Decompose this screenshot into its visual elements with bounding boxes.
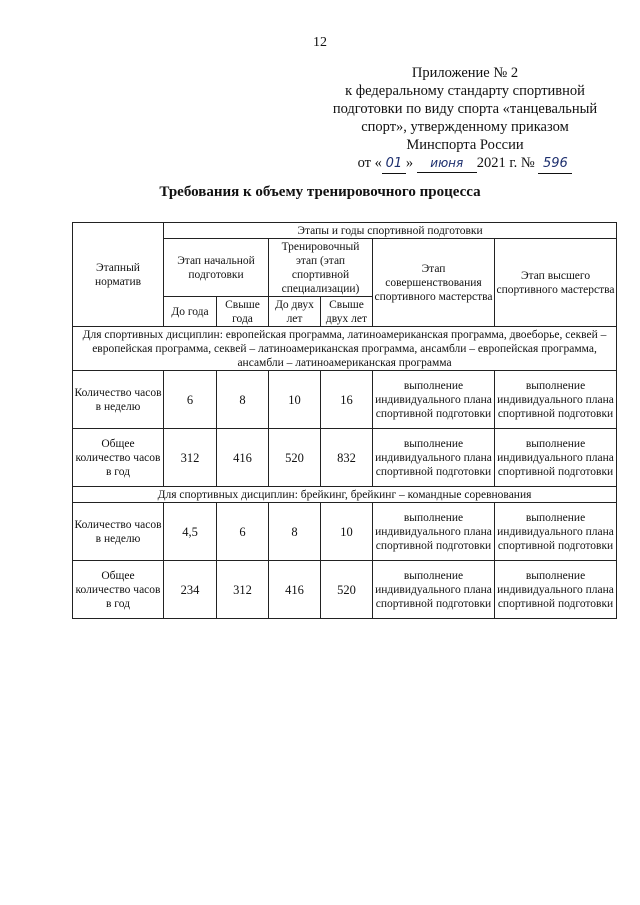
value-training-upto: 8 <box>269 503 321 561</box>
appendix-line: спорт», утвержденному приказом <box>361 119 569 135</box>
appendix-line: подготовки по виду спорта «танцевальный <box>332 101 598 117</box>
requirements-table <box>72 222 617 619</box>
appendix-block <box>300 64 630 174</box>
order-day-handwritten: 01 <box>382 155 406 174</box>
header-stage-highest: Этап высшего спортивного мастерства <box>495 239 617 327</box>
table-row <box>73 503 617 561</box>
value-highest: выполнение индивидуального плана спортивной подготовки <box>495 429 617 487</box>
row-label: Общее количество часов в год <box>73 429 164 487</box>
section-title: Для спортивных дисциплин: европейская программа, латиноамериканская программа, двоеборье, секвей – европейская программа, секвей – латиноамериканская программа, ансамбли – европейская программа, ансамбли – латиноамериканская программа <box>73 327 617 371</box>
row-label: Общее количество часов в год <box>73 561 164 619</box>
appendix-line: Приложение № 2 <box>411 65 519 81</box>
value-initial-over: 8 <box>217 371 269 429</box>
subheader-initial-upto: До года <box>164 297 217 327</box>
document-title: Требования к объему тренировочного процесса <box>159 184 481 200</box>
order-number-handwritten: 596 <box>538 155 572 174</box>
value-improvement: выполнение индивидуального плана спортивной подготовки <box>373 503 495 561</box>
page-number: 12 <box>313 35 327 50</box>
header-norm: Этапный норматив <box>73 223 164 327</box>
value-highest: выполнение индивидуального плана спортивной подготовки <box>495 503 617 561</box>
row-label: Количество часов в неделю <box>73 371 164 429</box>
appendix-line: к федеральному стандарту спортивной <box>345 83 585 99</box>
subheader-initial-over: Свыше года <box>217 297 269 327</box>
header-stages-group: Этапы и годы спортивной подготовки <box>164 223 617 239</box>
subheader-training-upto: До двух лет <box>269 297 321 327</box>
value-improvement: выполнение индивидуального плана спортивной подготовки <box>373 561 495 619</box>
header-stage-training: Тренировочный этап (этап спортивной специализации) <box>269 239 373 297</box>
value-initial-upto: 4,5 <box>164 503 217 561</box>
table-row <box>73 561 617 619</box>
section-title: Для спортивных дисциплин: брейкинг, брейкинг – командные соревнования <box>73 487 617 503</box>
value-highest: выполнение индивидуального плана спортивной подготовки <box>495 371 617 429</box>
table-row <box>73 371 617 429</box>
value-training-upto: 416 <box>269 561 321 619</box>
header-stage-improvement: Этап совершенствования спортивного мастерства <box>373 239 495 327</box>
value-training-over: 520 <box>321 561 373 619</box>
value-training-over: 832 <box>321 429 373 487</box>
value-initial-over: 416 <box>217 429 269 487</box>
value-initial-over: 6 <box>217 503 269 561</box>
order-prefix: от « <box>357 155 382 171</box>
row-label: Количество часов в неделю <box>73 503 164 561</box>
value-initial-upto: 312 <box>164 429 217 487</box>
order-date-line <box>300 154 630 174</box>
value-initial-over: 312 <box>217 561 269 619</box>
order-year: 2021 г. № <box>476 155 539 171</box>
value-initial-upto: 6 <box>164 371 217 429</box>
header-stage-initial: Этап начальной подготовки <box>164 239 269 297</box>
appendix-line: Минспорта России <box>406 137 524 153</box>
subheader-training-over: Свыше двух лет <box>321 297 373 327</box>
value-training-over: 10 <box>321 503 373 561</box>
value-training-over: 16 <box>321 371 373 429</box>
value-training-upto: 520 <box>269 429 321 487</box>
value-training-upto: 10 <box>269 371 321 429</box>
table-row <box>73 429 617 487</box>
order-mid: » <box>405 155 417 171</box>
order-month-handwritten: июня <box>417 154 477 173</box>
value-initial-upto: 234 <box>164 561 217 619</box>
value-improvement: выполнение индивидуального плана спортивной подготовки <box>373 429 495 487</box>
value-highest: выполнение индивидуального плана спортивной подготовки <box>495 561 617 619</box>
value-improvement: выполнение индивидуального плана спортивной подготовки <box>373 371 495 429</box>
